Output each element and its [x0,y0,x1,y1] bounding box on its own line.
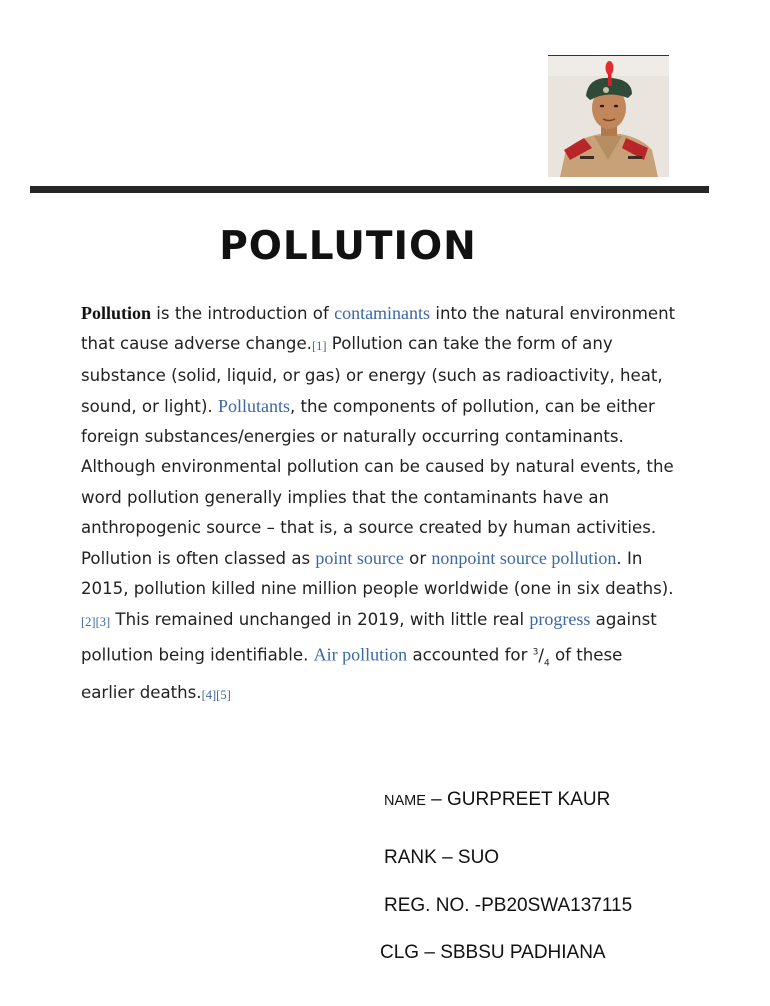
student-college: CLG – SBBSU PADHIANA [380,942,606,963]
citation-ref[interactable]: [2] [81,614,96,629]
name-value: – GURPREET KAUR [425,789,611,810]
student-name [384,789,610,811]
header-divider [30,186,709,193]
link-point-source[interactable]: point source [315,547,404,568]
fraction-denominator: 4 [544,657,550,668]
article-text: Pollution can take the form of any substance (solid, liquid, or gas) or energy (such as radioactivity, heat, sound, or light). [81,334,663,417]
article-text: This remained unchanged in 2019, with little real [110,609,530,629]
link-nonpoint-source-pollution[interactable]: nonpoint source pollution [431,547,617,568]
article-text: into the natural environment that cause adverse change. [81,304,676,354]
article-text: accounted for [407,645,533,665]
article-text: of these earlier deaths. [81,645,623,702]
citation-ref[interactable]: [5] [216,687,231,702]
article-text: is the introduction of [151,304,335,323]
article-text: against pollution being identifiable. [81,609,657,665]
fraction-numerator: 3 [532,647,539,658]
fraction-slash: / [538,645,544,665]
link-air-pollution[interactable]: Air pollution [313,644,408,665]
student-rank: RANK – SUO [384,847,500,868]
student-reg-no: REG. NO. -PB20SWA137115 [384,895,633,916]
link-progress[interactable]: progress [529,608,591,629]
fraction-three-quarters [532,645,550,668]
link-pollutants[interactable]: Pollutants [217,396,290,417]
article-paragraph [81,298,681,710]
article-text: or [403,548,432,568]
citation-ref[interactable]: [4] [201,687,217,702]
cadet-photo [548,55,669,177]
citation-ref[interactable]: [3] [95,614,111,629]
article-text: , the components of pollution, can be either foreign substances/energies or naturally occurring contaminants. Although environmental pollution can be caused by natural events, the word pollution generally implies that the contaminants have an anthropogenic source – that is, a source created by human activities. Pollution is often classed as [81,397,674,568]
article-text: . In 2015, pollution killed nine million people worldwide (one in six deaths). [81,548,674,598]
citation-ref[interactable]: [1] [311,339,327,354]
page-title: POLLUTION [219,224,477,269]
cadet-portrait-image [548,56,669,177]
name-label: NAME [384,793,426,809]
link-contaminants[interactable]: contaminants [334,303,431,323]
term-pollution: Pollution [81,303,152,323]
